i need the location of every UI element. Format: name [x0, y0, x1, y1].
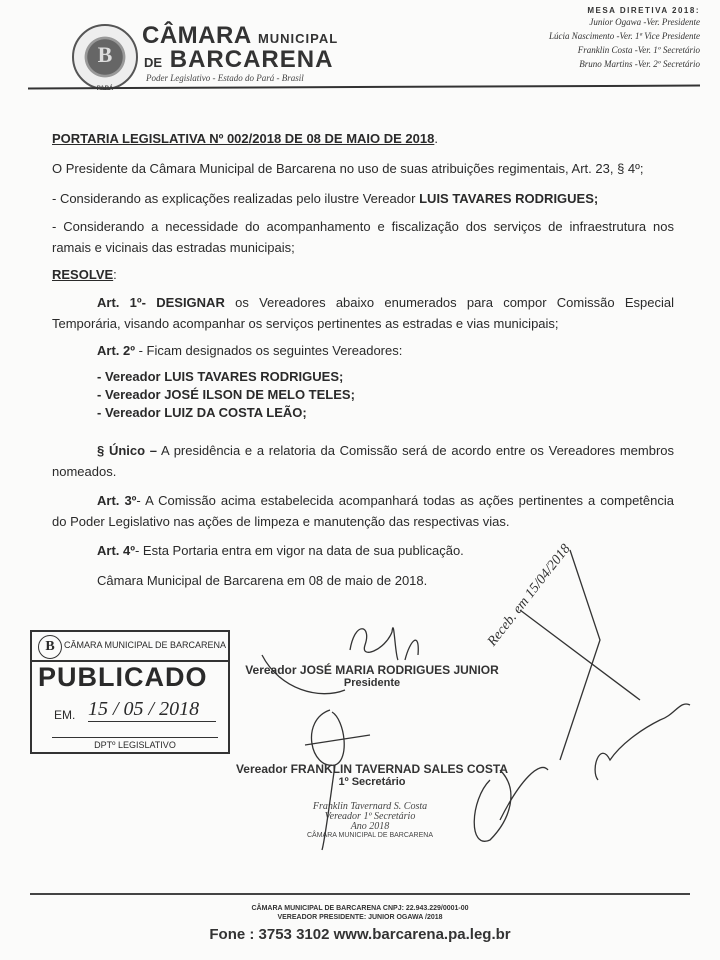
camara-seal-logo	[72, 24, 138, 90]
stamp-line: CÂMARA MUNICIPAL DE BARCARENA	[306, 832, 434, 839]
secretary-name-text: FRANKLIN TAVERNAD SALES COSTA	[290, 762, 509, 776]
consideration-2: - Considerando a necessidade do acompanhamento e fiscalização dos serviços de infraestrutura nos ramais e vicinais das estradas municipais;	[52, 219, 674, 255]
closing-date-line: Câmara Municipal de Barcarena em 08 de maio de 2018.	[97, 573, 428, 588]
president-signature	[350, 628, 418, 660]
brand-line-2	[144, 46, 333, 74]
resolve-heading	[52, 264, 674, 285]
resolve-colon: :	[113, 267, 117, 282]
unico-label: § Único –	[97, 443, 158, 458]
article-1-text: os Vereadores abaixo enumerados para compor Comissão Especial Temporária, visando acompanhar os serviços pertinentes as estradas e vias municipais;	[52, 295, 674, 331]
secretary-name	[222, 762, 522, 776]
vereador-name: LUIZ DA COSTA LEÃO;	[164, 405, 307, 420]
article-2-text: - Ficam designados os seguintes Vereadores:	[134, 343, 403, 358]
handwritten-receipt-note: Receb. em 15/04/2018	[485, 541, 574, 650]
article-2	[52, 340, 674, 361]
mesa-member: Junior Ogawa -Ver. Presidente	[589, 17, 700, 27]
consideration-1	[52, 188, 674, 209]
mesa-member: Franklin Costa -Ver. 1º Secretário	[577, 45, 700, 55]
vereador-item	[97, 386, 657, 404]
resolve-text: RESOLVE	[52, 267, 114, 282]
brand-camara: CÂMARA	[142, 22, 251, 49]
document-title-text: PORTARIA LEGISLATIVA Nº 002/2018 DE 08 DE MAIO DE 2018	[52, 131, 435, 146]
stamp-header	[32, 632, 228, 662]
article-4-label: Art. 4º	[97, 543, 135, 558]
consideration-1-name: LUIS TAVARES RODRIGUES;	[419, 191, 599, 206]
article-3-label: Art. 3º	[97, 493, 137, 508]
secretary-name-stamp	[300, 802, 440, 839]
unico-text: A presidência e a relatoria da Comissão será de acordo entre os Vereadores membros nomeados.	[52, 443, 675, 479]
seal-letter: B	[97, 42, 113, 67]
secretary-prefix: Vereador	[235, 762, 291, 776]
vereador-name: JOSÉ ILSON DE MELO TELES;	[164, 387, 355, 402]
title-period: .	[434, 131, 438, 146]
stamp-line: Ano 2018	[350, 821, 390, 832]
president-name	[222, 663, 522, 677]
vereador-item	[97, 404, 657, 422]
vereador-prefix: - Vereador	[97, 369, 165, 384]
preamble: O Presidente da Câmara Municipal de Barcarena no uso de suas atribuições regimentais, Art. 23, § 4º;	[52, 161, 644, 176]
mesa-member: Bruno Martins -Ver. 2º Secretário	[579, 59, 700, 69]
footer-president: VEREADOR PRESIDENTE: JUNIOR OGAWA /2018	[277, 914, 443, 921]
article-4	[52, 540, 674, 561]
brand-barcarena: BARCARENA	[169, 46, 334, 73]
vereador-item	[97, 368, 657, 386]
brand-de: DE	[144, 55, 163, 70]
consideration-1-text: - Considerando as explicações realizadas pelo ilustre Vereador	[52, 191, 420, 206]
footer-contact: Fone : 3753 3102 www.barcarena.pa.leg.br	[209, 926, 511, 943]
article-1	[52, 292, 674, 334]
stamp-date: 15 / 05 / 2018	[88, 698, 216, 722]
article-4-text: - Esta Portaria entra em vigor na data de sua publicação.	[134, 543, 464, 558]
stamp-em-label: EM.	[54, 708, 76, 722]
stamp-org: CÂMARA MUNICIPAL DE BARCARENA	[64, 640, 227, 650]
mesa-title: MESA DIRETIVA 2018:	[587, 6, 700, 15]
president-signature-block	[222, 663, 522, 689]
vereadores-list	[97, 368, 657, 422]
brand-municipal: MUNICIPAL	[257, 31, 339, 46]
vereador-name: LUIS TAVARES RODRIGUES;	[164, 369, 344, 384]
stamp-status: PUBLICADO	[38, 662, 208, 692]
article-3	[52, 490, 674, 532]
mesa-diretiva	[549, 6, 700, 71]
stamp-line: Franklin Tavernard S. Costa	[312, 801, 428, 812]
stamp-line: Vereador 1º Secretário	[324, 811, 416, 822]
article-2-label: Art. 2º	[97, 343, 135, 358]
document-title	[52, 128, 674, 149]
publicado-stamp	[30, 630, 230, 754]
footer-cnpj: CÂMARA MUNICIPAL DE BARCARENA CNPJ: 22.943.229/0001-00	[251, 905, 469, 912]
paragraph-unico	[52, 440, 674, 482]
article-1-label: Art. 1º- DESIGNAR	[97, 295, 225, 310]
article-3-text: - A Comissão acima estabelecida acompanhará todas as ações pertinentes a competência do Poder Legislativo nas ações de limpeza e manutenção das respectivas vias.	[52, 493, 674, 529]
witness-signature-2	[595, 704, 690, 780]
president-prefix: Vereador	[245, 663, 300, 677]
stamp-department: DPTº LEGISLATIVO	[52, 737, 218, 750]
brand-tagline: Poder Legislativo - Estado do Pará - Brasil	[146, 73, 304, 83]
footer-divider	[30, 893, 690, 895]
vereador-prefix: - Vereador	[97, 405, 165, 420]
president-role: Presidente	[343, 677, 401, 689]
secretary-signature-block	[222, 762, 522, 788]
mesa-member: Lúcia Nascimento -Ver. 1ª Vice Presidente	[549, 31, 700, 41]
secretary-role: 1º Secretário	[338, 776, 406, 788]
president-name-text: JOSÉ MARIA RODRIGUES JUNIOR	[299, 663, 499, 677]
stamp-logo-icon: B	[38, 635, 62, 659]
vereador-prefix: - Vereador	[97, 387, 165, 402]
